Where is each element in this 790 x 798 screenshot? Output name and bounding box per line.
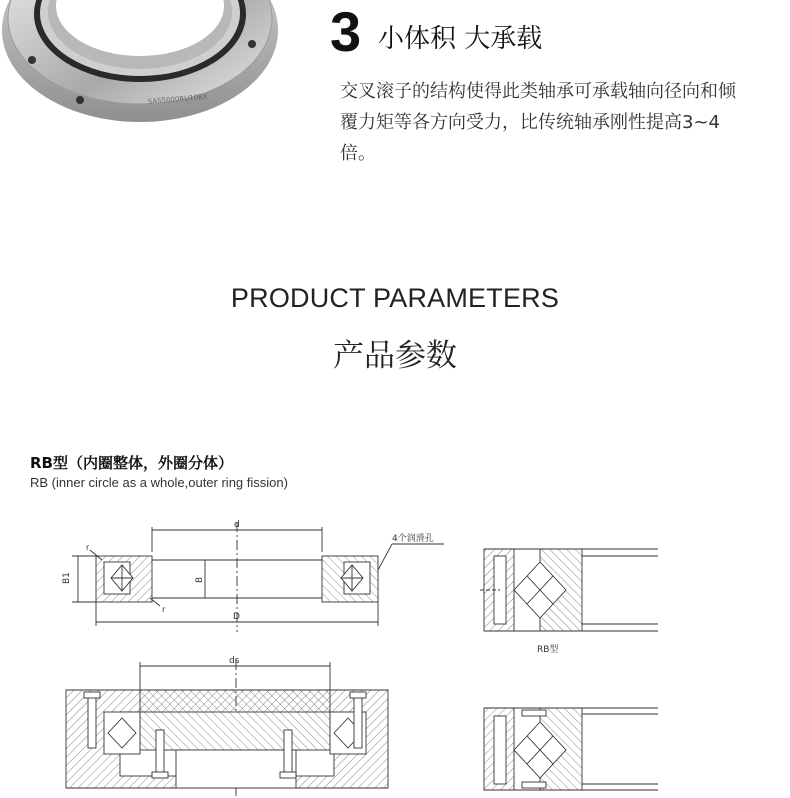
bearing-photo bbox=[0, 0, 280, 135]
bearing-hole bbox=[76, 96, 84, 104]
section-title-zh: 产品参数 bbox=[333, 338, 457, 374]
rb-type-title: RB型（内圈整体，外圈分体） bbox=[30, 454, 233, 472]
label-r-top: r bbox=[86, 543, 90, 552]
section-title-en: PRODUCT PARAMETERS bbox=[230, 283, 560, 313]
bearing-engraving: SAS5000RU10BX bbox=[147, 92, 209, 106]
rb-section-detail bbox=[480, 549, 658, 631]
label-D: D bbox=[233, 612, 240, 622]
feature-number: 3 bbox=[330, 0, 362, 63]
rb-section-detail-2 bbox=[484, 708, 658, 790]
bearing-hole bbox=[248, 40, 256, 48]
technical-drawings bbox=[0, 505, 790, 798]
label-B: B bbox=[195, 576, 205, 583]
feature-description: 交叉滚子的结构使得此类轴承可承载轴向径向和倾覆力矩等各方向受力，比传统轴承刚性提高3~4倍。 bbox=[340, 81, 736, 164]
label-d: d bbox=[234, 520, 240, 530]
feature-title: 小体积 大承载 bbox=[378, 24, 543, 54]
rb-type-subtitle: RB (inner circle as a whole,outer ring fission) bbox=[30, 475, 288, 490]
bearing-hole bbox=[28, 56, 36, 64]
rb-assembly-drawing bbox=[66, 660, 388, 798]
label-B1: B1 bbox=[62, 572, 72, 584]
rb-dimension-drawing bbox=[72, 522, 444, 632]
label-lubrication-holes: 4个润滑孔 bbox=[392, 534, 434, 544]
label-rb-type: RB型 bbox=[537, 645, 559, 655]
label-r-bottom: r bbox=[162, 605, 166, 614]
label-ds: ds bbox=[229, 656, 240, 666]
